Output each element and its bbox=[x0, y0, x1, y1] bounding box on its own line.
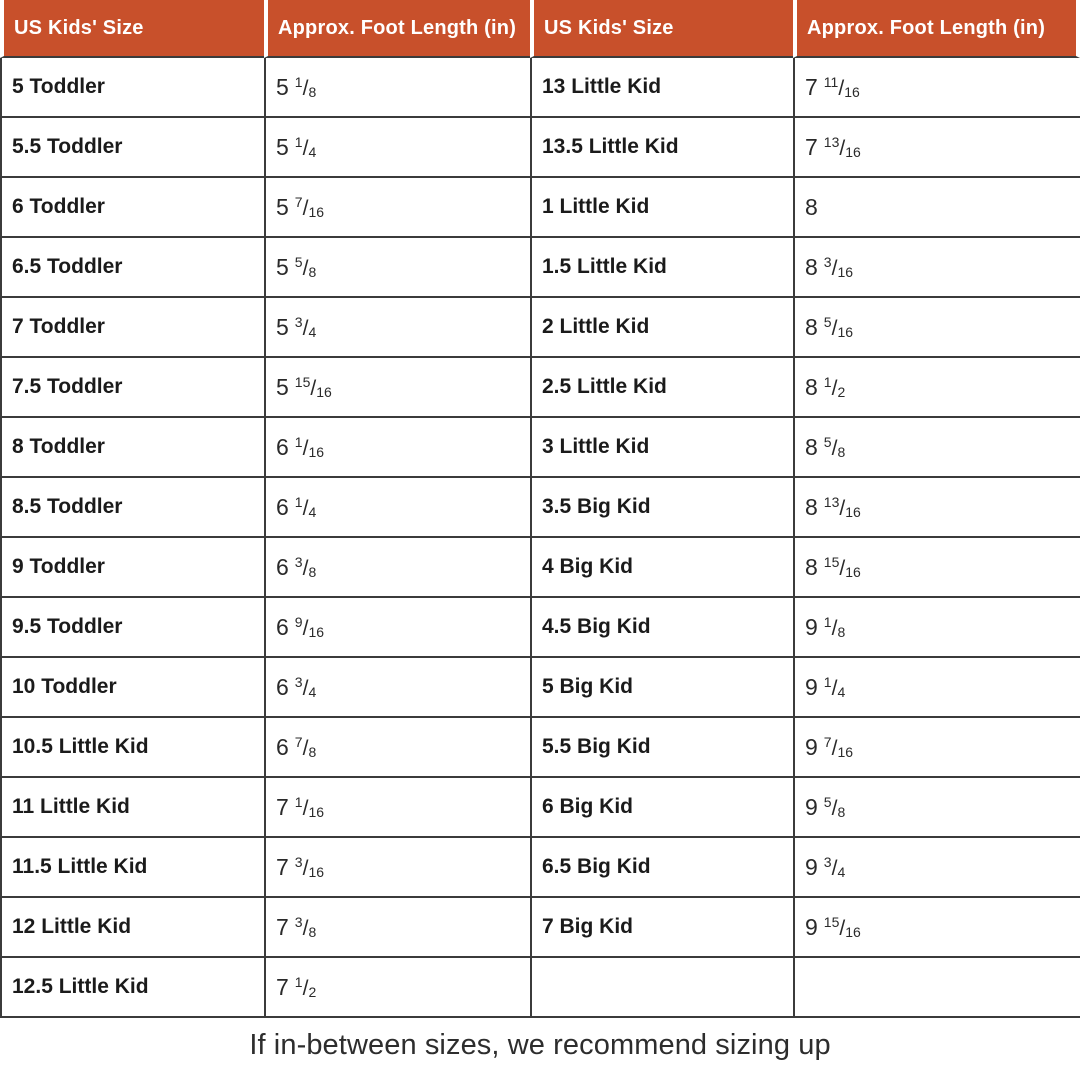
fraction-numerator: 9 bbox=[294, 614, 303, 631]
size-cell: 1 Little Kid bbox=[530, 178, 793, 238]
foot-length-cell bbox=[793, 178, 1080, 238]
fraction bbox=[295, 914, 316, 941]
whole-number: 6 bbox=[276, 673, 289, 700]
whole-number: 6 bbox=[276, 493, 289, 520]
fraction-slash: / bbox=[302, 736, 309, 760]
foot-length-cell bbox=[264, 478, 530, 538]
size-cell: 10.5 Little Kid bbox=[0, 718, 264, 778]
foot-length-cell bbox=[264, 658, 530, 718]
fraction-numerator: 3 bbox=[823, 854, 832, 871]
size-cell: 2 Little Kid bbox=[530, 298, 793, 358]
whole-number: 9 bbox=[805, 733, 818, 760]
column-header: Approx. Foot Length (in) bbox=[264, 0, 530, 58]
size-cell: 12.5 Little Kid bbox=[0, 958, 264, 1018]
fraction-denominator: 16 bbox=[308, 624, 325, 641]
fraction bbox=[824, 614, 845, 641]
fraction-slash: / bbox=[839, 496, 846, 520]
fraction-denominator: 8 bbox=[308, 264, 317, 281]
fraction bbox=[295, 494, 316, 521]
size-cell: 4 Big Kid bbox=[530, 538, 793, 598]
fraction-slash: / bbox=[831, 256, 838, 280]
fraction-denominator: 16 bbox=[837, 324, 854, 341]
fraction-numerator: 7 bbox=[823, 734, 832, 751]
foot-length-cell bbox=[793, 298, 1080, 358]
size-cell: 5.5 Big Kid bbox=[530, 718, 793, 778]
fraction-numerator: 1 bbox=[294, 434, 303, 451]
fraction bbox=[824, 794, 845, 821]
foot-length-cell bbox=[264, 538, 530, 598]
fraction-denominator: 16 bbox=[844, 84, 860, 101]
fraction-numerator: 7 bbox=[294, 194, 303, 211]
fraction-numerator: 5 bbox=[823, 314, 832, 331]
size-cell: 5 Big Kid bbox=[530, 658, 793, 718]
whole-number: 7 bbox=[276, 793, 289, 820]
fraction bbox=[295, 674, 316, 701]
fraction bbox=[824, 854, 845, 881]
fraction-denominator: 8 bbox=[837, 624, 846, 641]
fraction bbox=[824, 434, 845, 461]
fraction-denominator: 8 bbox=[308, 564, 317, 581]
size-cell: 11 Little Kid bbox=[0, 778, 264, 838]
fraction-slash: / bbox=[302, 196, 309, 220]
fraction-denominator: 8 bbox=[308, 924, 317, 941]
whole-number: 7 bbox=[805, 73, 818, 100]
fraction-denominator: 16 bbox=[308, 804, 325, 821]
foot-length-cell bbox=[264, 838, 530, 898]
whole-number: 7 bbox=[805, 133, 818, 160]
fraction-slash: / bbox=[839, 916, 846, 940]
fraction-denominator: 16 bbox=[308, 864, 325, 881]
foot-length-cell bbox=[264, 778, 530, 838]
whole-number: 9 bbox=[805, 853, 818, 880]
foot-length-cell bbox=[264, 418, 530, 478]
foot-length-cell bbox=[264, 598, 530, 658]
fraction-slash: / bbox=[831, 376, 838, 400]
whole-number: 9 bbox=[805, 673, 818, 700]
foot-length-cell bbox=[793, 358, 1080, 418]
fraction-denominator: 8 bbox=[308, 744, 317, 761]
fraction-denominator: 16 bbox=[845, 564, 861, 581]
fraction-slash: / bbox=[310, 376, 317, 400]
fraction-numerator: 1 bbox=[294, 794, 303, 811]
fraction-slash: / bbox=[838, 76, 845, 100]
size-cell: 7.5 Toddler bbox=[0, 358, 264, 418]
size-cell: 6 Big Kid bbox=[530, 778, 793, 838]
fraction-slash: / bbox=[831, 436, 838, 460]
foot-length-cell bbox=[264, 718, 530, 778]
fraction-denominator: 4 bbox=[837, 684, 846, 701]
whole-number: 9 bbox=[805, 913, 818, 940]
whole-number: 6 bbox=[276, 553, 289, 580]
fraction-denominator: 16 bbox=[308, 444, 325, 461]
fraction bbox=[824, 374, 845, 401]
column-header: Approx. Foot Length (in) bbox=[793, 0, 1080, 58]
fraction-denominator: 16 bbox=[845, 924, 861, 941]
foot-length-cell bbox=[264, 238, 530, 298]
fraction bbox=[824, 494, 861, 521]
fraction-numerator: 3 bbox=[823, 254, 832, 271]
fraction bbox=[295, 434, 324, 461]
fraction-denominator: 16 bbox=[837, 264, 854, 281]
fraction-denominator: 8 bbox=[837, 804, 846, 821]
fraction-denominator: 16 bbox=[316, 384, 332, 401]
whole-number: 5 bbox=[276, 133, 289, 160]
fraction bbox=[824, 914, 861, 941]
fraction-denominator: 8 bbox=[837, 444, 846, 461]
fraction-slash: / bbox=[839, 556, 846, 580]
fraction-slash: / bbox=[831, 616, 838, 640]
fraction bbox=[824, 254, 853, 281]
fraction-numerator: 3 bbox=[294, 914, 303, 931]
fraction-slash: / bbox=[302, 856, 309, 880]
fraction-numerator: 3 bbox=[294, 674, 303, 691]
foot-length-cell bbox=[793, 58, 1080, 118]
fraction-slash: / bbox=[302, 616, 309, 640]
size-cell: 13 Little Kid bbox=[530, 58, 793, 118]
fraction bbox=[295, 314, 316, 341]
fraction-slash: / bbox=[302, 136, 309, 160]
size-cell: 9.5 Toddler bbox=[0, 598, 264, 658]
fraction-numerator: 7 bbox=[294, 734, 303, 751]
size-cell bbox=[530, 958, 793, 1018]
size-cell: 7 Toddler bbox=[0, 298, 264, 358]
fraction bbox=[295, 614, 324, 641]
foot-length-cell bbox=[264, 958, 530, 1018]
fraction-slash: / bbox=[302, 556, 309, 580]
whole-number: 5 bbox=[276, 373, 289, 400]
whole-number: 5 bbox=[276, 193, 289, 220]
fraction-denominator: 4 bbox=[837, 864, 846, 881]
fraction-denominator: 8 bbox=[308, 84, 317, 101]
size-cell: 8.5 Toddler bbox=[0, 478, 264, 538]
fraction-denominator: 4 bbox=[308, 324, 317, 341]
whole-number: 7 bbox=[276, 853, 289, 880]
fraction-slash: / bbox=[839, 136, 846, 160]
fraction-slash: / bbox=[302, 796, 309, 820]
whole-number: 6 bbox=[276, 433, 289, 460]
fraction bbox=[295, 794, 324, 821]
fraction-denominator: 2 bbox=[308, 984, 317, 1001]
column-header: US Kids' Size bbox=[530, 0, 793, 58]
fraction-numerator: 1 bbox=[823, 614, 832, 631]
size-cell: 13.5 Little Kid bbox=[530, 118, 793, 178]
size-cell: 11.5 Little Kid bbox=[0, 838, 264, 898]
fraction bbox=[295, 134, 316, 161]
size-cell: 1.5 Little Kid bbox=[530, 238, 793, 298]
fraction bbox=[295, 194, 324, 221]
fraction-numerator: 5 bbox=[823, 794, 832, 811]
foot-length-cell bbox=[793, 658, 1080, 718]
whole-number: 6 bbox=[276, 613, 289, 640]
size-cell: 7 Big Kid bbox=[530, 898, 793, 958]
size-cell: 6 Toddler bbox=[0, 178, 264, 238]
fraction-numerator: 1 bbox=[823, 374, 832, 391]
fraction-slash: / bbox=[831, 796, 838, 820]
fraction bbox=[824, 74, 860, 101]
fraction bbox=[295, 734, 316, 761]
foot-length-cell bbox=[793, 898, 1080, 958]
foot-length-cell bbox=[793, 838, 1080, 898]
foot-length-cell bbox=[264, 898, 530, 958]
foot-length-cell bbox=[793, 238, 1080, 298]
fraction-slash: / bbox=[302, 976, 309, 1000]
column-header: US Kids' Size bbox=[0, 0, 264, 58]
size-cell: 4.5 Big Kid bbox=[530, 598, 793, 658]
whole-number: 8 bbox=[805, 493, 818, 520]
foot-length-cell bbox=[793, 718, 1080, 778]
fraction-numerator: 1 bbox=[294, 494, 303, 511]
fraction bbox=[295, 374, 332, 401]
fraction bbox=[295, 974, 316, 1001]
whole-number: 8 bbox=[805, 433, 818, 460]
whole-number: 5 bbox=[276, 73, 289, 100]
foot-length-cell bbox=[264, 58, 530, 118]
fraction bbox=[824, 134, 861, 161]
whole-number: 7 bbox=[276, 913, 289, 940]
whole-number: 5 bbox=[276, 313, 289, 340]
size-cell: 9 Toddler bbox=[0, 538, 264, 598]
fraction bbox=[295, 74, 316, 101]
size-cell: 2.5 Little Kid bbox=[530, 358, 793, 418]
fraction-denominator: 16 bbox=[845, 504, 861, 521]
size-cell: 8 Toddler bbox=[0, 418, 264, 478]
foot-length-cell bbox=[264, 178, 530, 238]
size-cell: 5.5 Toddler bbox=[0, 118, 264, 178]
fraction bbox=[824, 314, 853, 341]
fraction-numerator: 3 bbox=[294, 854, 303, 871]
fraction-slash: / bbox=[302, 676, 309, 700]
size-cell: 3 Little Kid bbox=[530, 418, 793, 478]
size-cell: 5 Toddler bbox=[0, 58, 264, 118]
whole-number: 8 bbox=[805, 373, 818, 400]
fraction-numerator: 5 bbox=[823, 434, 832, 451]
fraction-slash: / bbox=[302, 256, 309, 280]
fraction-numerator: 5 bbox=[294, 254, 303, 271]
fraction bbox=[824, 734, 853, 761]
foot-length-cell bbox=[793, 418, 1080, 478]
foot-length-cell bbox=[264, 358, 530, 418]
fraction-numerator: 3 bbox=[294, 314, 303, 331]
foot-length-cell bbox=[793, 538, 1080, 598]
foot-length-cell bbox=[793, 958, 1080, 1018]
fraction-slash: / bbox=[302, 496, 309, 520]
fraction-numerator: 11 bbox=[823, 74, 839, 91]
fraction-slash: / bbox=[831, 736, 838, 760]
fraction-numerator: 1 bbox=[294, 974, 303, 991]
whole-number: 9 bbox=[805, 613, 818, 640]
fraction-denominator: 2 bbox=[837, 384, 846, 401]
fraction bbox=[824, 674, 845, 701]
size-cell: 6.5 Big Kid bbox=[530, 838, 793, 898]
whole-number: 6 bbox=[276, 733, 289, 760]
whole-number: 8 bbox=[805, 553, 818, 580]
fraction bbox=[295, 254, 316, 281]
fraction-denominator: 4 bbox=[308, 144, 317, 161]
fraction-denominator: 16 bbox=[308, 204, 325, 221]
fraction-denominator: 16 bbox=[845, 144, 861, 161]
fraction bbox=[295, 854, 324, 881]
fraction-slash: / bbox=[302, 916, 309, 940]
size-cell: 12 Little Kid bbox=[0, 898, 264, 958]
whole-number: 5 bbox=[276, 253, 289, 280]
foot-length-cell bbox=[264, 118, 530, 178]
foot-length-cell bbox=[793, 118, 1080, 178]
fraction-numerator: 15 bbox=[823, 554, 840, 571]
fraction-slash: / bbox=[302, 76, 309, 100]
fraction-slash: / bbox=[831, 856, 838, 880]
foot-length-cell bbox=[793, 778, 1080, 838]
fraction-numerator: 3 bbox=[294, 554, 303, 571]
fraction-numerator: 1 bbox=[294, 134, 303, 151]
fraction-denominator: 16 bbox=[837, 744, 854, 761]
fraction-slash: / bbox=[831, 676, 838, 700]
size-cell: 6.5 Toddler bbox=[0, 238, 264, 298]
whole-number: 8 bbox=[805, 313, 818, 340]
fraction bbox=[295, 554, 316, 581]
fraction bbox=[824, 554, 861, 581]
foot-length-cell bbox=[264, 298, 530, 358]
fraction-slash: / bbox=[302, 436, 309, 460]
size-cell: 3.5 Big Kid bbox=[530, 478, 793, 538]
whole-number: 9 bbox=[805, 793, 818, 820]
whole-number: 8 bbox=[805, 193, 818, 220]
sizing-recommendation-note: If in-between sizes, we recommend sizing up bbox=[249, 1029, 831, 1061]
size-cell: 10 Toddler bbox=[0, 658, 264, 718]
fraction-denominator: 4 bbox=[308, 504, 317, 521]
fraction-numerator: 13 bbox=[823, 134, 840, 151]
fraction-numerator: 13 bbox=[823, 494, 840, 511]
fraction-slash: / bbox=[831, 316, 838, 340]
fraction-numerator: 1 bbox=[294, 74, 303, 91]
whole-number: 8 bbox=[805, 253, 818, 280]
foot-length-cell bbox=[793, 598, 1080, 658]
fraction-denominator: 4 bbox=[308, 684, 317, 701]
fraction-slash: / bbox=[302, 316, 309, 340]
whole-number: 7 bbox=[276, 973, 289, 1000]
fraction-numerator: 1 bbox=[823, 674, 832, 691]
fraction-numerator: 15 bbox=[294, 374, 311, 391]
foot-length-cell bbox=[793, 478, 1080, 538]
fraction-numerator: 15 bbox=[823, 914, 840, 931]
